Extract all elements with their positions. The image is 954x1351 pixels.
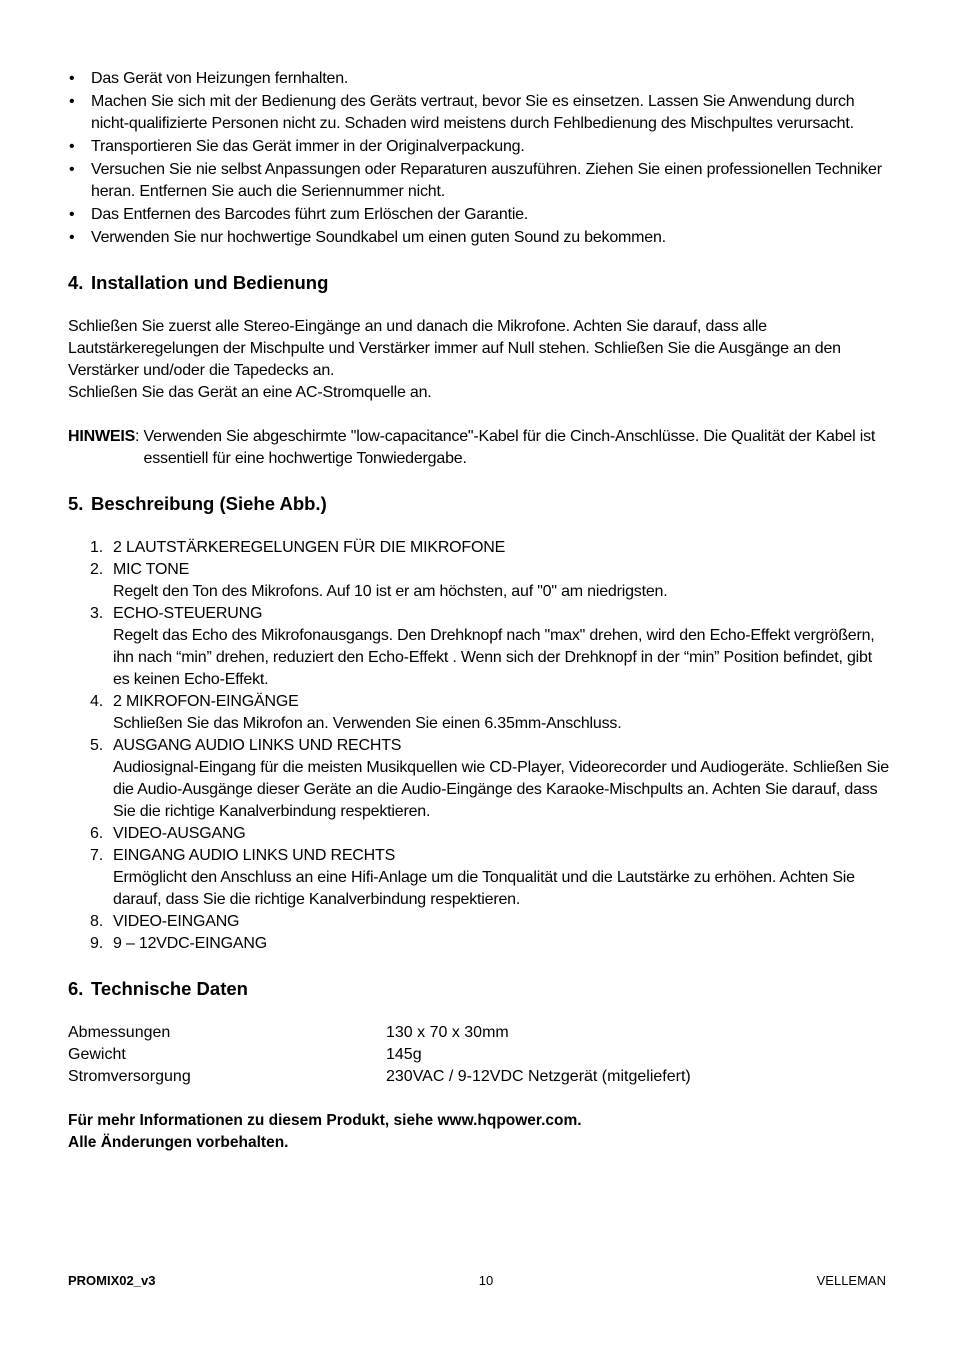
list-item: 7. EINGANG AUDIO LINKS UND RECHTS Ermöglicht den Anschluss an eine Hifi-Anlage um die Tonqualität und die Lautstärke zu erhöhen. Achten Sie darauf, dass Sie die richtige Kanalverbindung respektieren. [90, 847, 855, 908]
installation-paragraph: Schließen Sie zuerst alle Stereo-Eingänge an und danach die Mikrofone. Achten Sie darauf, dass alle Lautstärkeregelungen der Mischpulte und Verstärker immer auf Null stehen. Schließen Sie die Ausgänge an den Verstärker und/oder die Tapedecks an. [68, 318, 841, 379]
spec-value: 145g [386, 1046, 422, 1063]
list-item: • Das Gerät von Heizungen fernhalten. [68, 68, 890, 90]
list-item: • Versuchen Sie nie selbst Anpassungen oder Reparaturen auszuführen. Ziehen Sie einen professionellen Techniker heran. Entfernen Sie auch die Seriennummer nicht. [69, 161, 882, 200]
hint-note: HINWEIS : Verwenden Sie abgeschirmte "low-capacitance"-Kabel für die Cinch-Anschlüsse. Die Qualität der Kabel ist essentiell für eine hochwertige Tonwiedergabe. [68, 426, 890, 470]
list-item: 9. 9 – 12VDC-EINGANG [90, 935, 267, 952]
bullet-icon: • [69, 93, 75, 110]
section-heading-installation: 4. Installation und Bedienung [68, 272, 329, 293]
safety-bullet-list [68, 68, 890, 249]
bullet-icon: • [69, 138, 75, 155]
description-list [68, 537, 890, 955]
spec-value: 230VAC / 9-12VDC Netzgerät (mitgeliefert) [386, 1068, 691, 1085]
hint-label: HINWEIS [68, 428, 136, 445]
list-item: 3. ECHO-STEUERUNG Regelt das Echo des Mikrofonausgangs. Den Drehknopf nach "max" drehen, wird den Echo-Effekt vergrößern, ihn nach “min” drehen, reduziert den Echo-Effekt . Wenn sich der Drehknopf in der “min” Position befindet, gibt es keinen Echo-Effekt. [90, 605, 875, 688]
bullet-icon: • [69, 206, 75, 223]
list-item: 8. VIDEO-EINGANG [90, 913, 240, 930]
specs-table [68, 1022, 890, 1088]
list-item: • Machen Sie sich mit der Bedienung des Geräts vertraut, bevor Sie es einsetzen. Lassen Sie Anwendung durch nicht-qualifizierte Personen nicht zu. Schaden wird meistens durch Fehlbedienung des Mischpultes verursacht. [69, 93, 855, 132]
footer-brand: VELLEMAN [816, 1273, 886, 1288]
list-item: 1. 2 LAUTSTÄRKEREGELUNGEN FÜR DIE MIKROFONE [90, 539, 506, 556]
list-item: 6. VIDEO-AUSGANG [90, 825, 246, 842]
list-item: 2. MIC TONE Regelt den Ton des Mikrofons. Auf 10 ist er am höchsten, auf "0" am niedrigsten. [90, 561, 668, 600]
hint-text: Verwenden Sie abgeschirmte "low-capacitance"-Kabel für die Cinch-Anschlüsse. Die Qualität der Kabel ist essentiell für eine hochwertige Tonwiedergabe. [143, 428, 876, 467]
page-footer [68, 1273, 886, 1288]
list-item: 4. 2 MIKROFON-EINGÄNGE Schließen Sie das Mikrofon an. Verwenden Sie einen 6.35mm-Anschluss. [90, 693, 622, 732]
bullet-icon: • [69, 161, 75, 178]
spec-value: 130 x 70 x 30mm [386, 1024, 509, 1041]
list-item: • Transportieren Sie das Gerät immer in der Originalverpackung. [68, 136, 890, 158]
changes-reserved-note: Alle Änderungen vorbehalten. [68, 1134, 289, 1151]
bullet-icon: • [69, 70, 75, 87]
document-page [68, 68, 890, 1154]
footer-model: PROMIX02_v3 [68, 1273, 156, 1288]
more-info-note: Für mehr Informationen zu diesem Produkt, siehe www.hqpower.com. [68, 1112, 582, 1129]
list-item: 5. AUSGANG AUDIO LINKS UND RECHTS Audiosignal-Eingang für die meisten Musikquellen wie CD-Player, Videorecorder und Audiogeräte. Schließen Sie die Audio-Ausgänge dieser Geräte an die Audio-Eingänge des Karaoke-Mischpults an. Achten Sie darauf, dass Sie die richtige Kanalverbindung respektieren. [90, 737, 889, 820]
spec-label: Abmessungen [68, 1024, 171, 1041]
installation-paragraph: Schließen Sie das Gerät an eine AC-Stromquelle an. [68, 384, 432, 401]
spec-label: Gewicht [68, 1046, 126, 1063]
section-heading-specs: 6. Technische Daten [68, 978, 248, 999]
list-item: • Das Entfernen des Barcodes führt zum Erlöschen der Garantie. [68, 204, 890, 226]
spec-label: Stromversorgung [68, 1068, 191, 1085]
page-number: 10 [478, 1273, 494, 1288]
list-item: • Verwenden Sie nur hochwertige Soundkabel um einen guten Sound zu bekommen. [68, 227, 890, 249]
bullet-icon: • [69, 229, 75, 246]
section-heading-description: 5. Beschreibung (Siehe Abb.) [68, 493, 327, 514]
